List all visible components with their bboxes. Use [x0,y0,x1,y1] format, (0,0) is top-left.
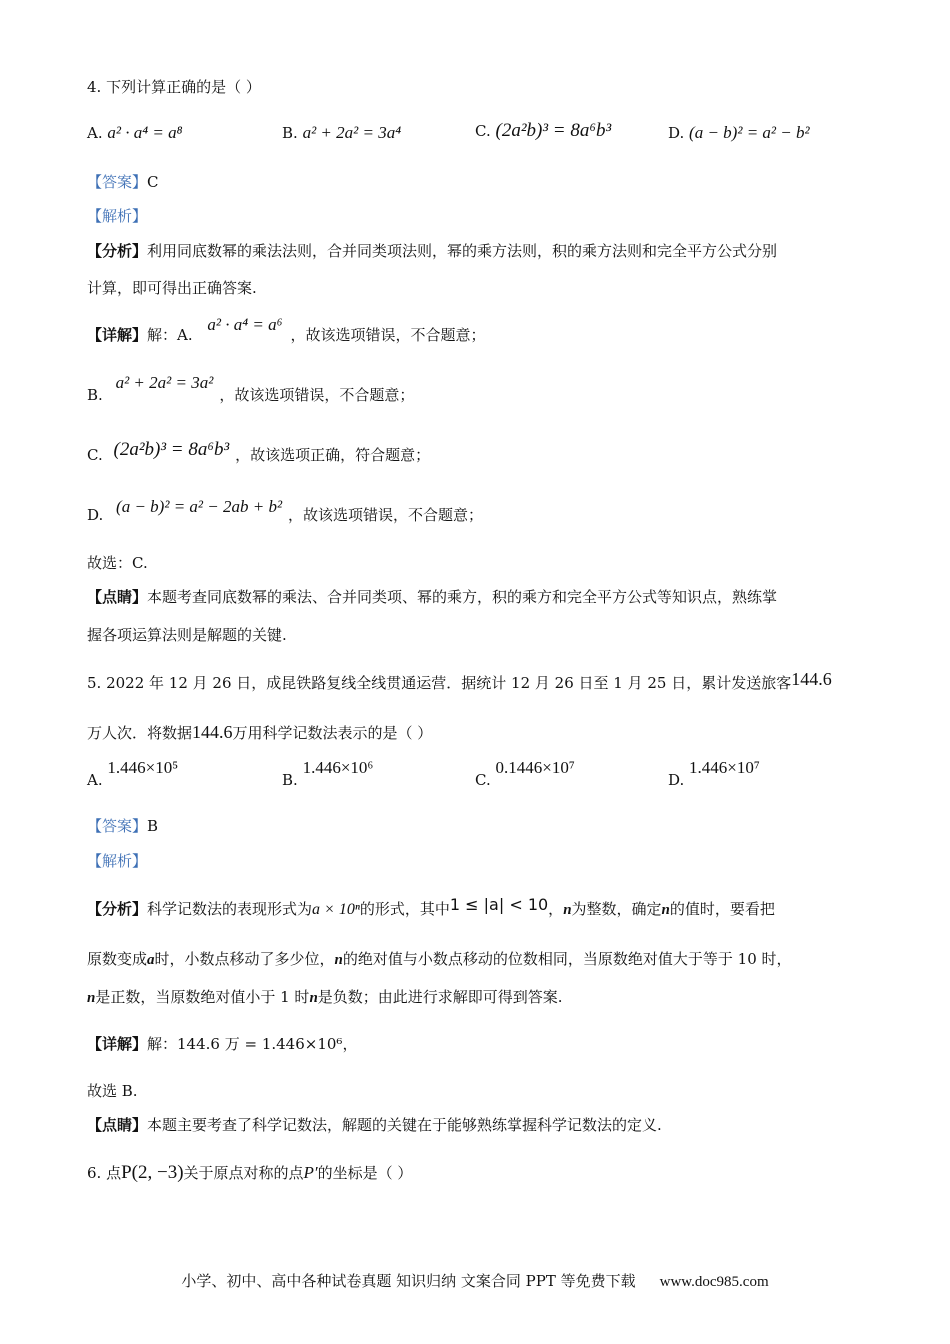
fenxi-t4: 为整数，确定 [571,900,662,918]
q4-option-c-expr: (2a²b)³ = 8a⁶b³ [495,120,612,141]
q4-option-a-label: A. [87,124,103,142]
xiangjie-b-label: B. [87,386,103,404]
fenxi-ineq: 1 ≤ |a| < 10 [449,895,549,914]
q4-dianjing-line2: 握各项运算法则是解题的关键. [87,626,287,644]
q6-point2: P′ [303,1163,318,1182]
q4-option-a [87,123,183,143]
fenxi-a: a [147,952,155,968]
q5-option-a-label: A. [87,771,103,789]
xiangjie-b-verdict: ，故该选项错误，不合题意； [219,386,415,404]
q5-option-c-label: C. [475,771,491,789]
q4-fenxi-line2: 计算，即可得出正确答案. [87,279,257,297]
fenxi-t9: 是正数，当原数绝对值小于 1 时 [95,988,310,1006]
dianjing-text: 本题主要考查了科学记数法，解题的关键在于能够熟练掌握科学记数法的定义. [147,1116,662,1134]
footer-url[interactable]: www.doc985.com [659,1274,769,1290]
q5-option-b-label: B. [282,771,298,789]
xiangjie-d-verdict: ，故该选项错误，不合题意； [288,506,484,524]
q4-option-c [475,120,611,142]
xiangjie-c-expr: (2a²b)³ = 8a⁶b³ [113,439,230,460]
xiangjie-d-expr: (a − b)² = a² − 2ab + b² [116,497,283,516]
q4-option-a-expr: a² · a⁴ = a⁸ [107,123,183,142]
q5-stem-line1 [87,669,832,693]
q5-stem-num2: 144.6 [192,722,233,742]
fenxi-n5: n [309,990,318,1006]
q6-point: P(2, −3) [121,1162,184,1183]
fenxi-t3: ， [548,900,564,918]
fenxi-t6: 原数变成 [87,950,148,968]
q4-fenxi-line1 [87,241,777,261]
q4-option-d-label: D. [668,124,685,142]
q5-stem-text2: 万人次．将数据 [87,724,193,742]
xiangjie-a-verdict: ，故该选项错误，不合题意； [290,326,486,344]
fenxi-text: 利用同底数幂的乘法法则，合并同类项法则，幂的乘方法则，积的乘方法则和完全平方公式分别 [147,242,778,260]
q5-conclusion: 故选 B. [87,1082,138,1100]
q4-answer [87,172,159,192]
q4-conclusion: 故选：C. [87,554,148,572]
answer-value: B [147,817,159,835]
q5-option-d-expr: 1.446×10⁷ [689,758,760,777]
q5-jiexi-tag: 【解析】 [87,852,148,870]
fenxi-t7: 时，小数点移动了多少位， [154,950,335,968]
fenxi-n4: n [87,990,96,1006]
q6-t1: 6. 点 [87,1164,122,1182]
q4-xiangjie-c [87,439,431,465]
xiangjie-text: 解：144.6 万 = 1.446×10⁶， [147,1035,358,1053]
q4-jiexi-tag: 【解析】 [87,207,148,225]
footer-text: 小学、初中、高中各种试卷真题 知识归纳 文案合同 PPT 等免费下载 [181,1272,636,1290]
q5-option-d [668,758,760,789]
q4-option-b-label: B. [282,124,298,142]
xiangjie-c-verdict: ，故该选项正确，符合题意； [235,446,431,464]
q4-option-c-label: C. [475,122,491,140]
q5-option-c [475,758,575,789]
xiangjie-a-expr: a² · a⁴ = a⁶ [207,315,283,334]
fenxi-t5: 的值时，要看把 [669,900,775,918]
answer-tag: 【答案】 [87,817,148,835]
q4-xiangjie-a [87,315,486,345]
fenxi-n3: n [334,952,343,968]
xiangjie-b-expr: a² + 2a² = 3a² [115,373,214,392]
answer-tag: 【答案】 [87,173,148,191]
fenxi-t10: 是负数；由此进行求解即可得到答案. [317,988,563,1006]
answer-value: C [147,173,159,191]
q6-t2: 关于原点对称的点 [183,1164,304,1182]
q6-stem [87,1163,412,1183]
dianjing-tag: 【点睛】 [87,1116,148,1134]
dianjing-text: 本题考查同底数幂的乘法、合并同类项、幂的乘方，积的乘方和完全平方公式等知识点，熟练掌 [147,588,778,606]
fenxi-expr: a × 10ⁿ [312,901,360,918]
q5-xiangjie [87,1034,357,1054]
q5-option-d-label: D. [668,771,685,789]
xiangjie-prefix: 解：A. [147,326,193,344]
xiangjie-d-label: D. [87,506,104,524]
q4-option-b [282,123,401,143]
q5-fenxi-line2 [87,949,792,970]
fenxi-t1: 科学记数法的表现形式为 [147,900,313,918]
q5-fenxi-line3 [87,987,563,1008]
q4-option-d-expr: (a − b)² = a² − b² [689,123,810,142]
q4-xiangjie-b [87,373,415,405]
fenxi-tag: 【分析】 [87,900,148,918]
fenxi-n2: n [661,902,670,918]
q5-option-b [282,758,374,789]
q5-dianjing [87,1115,662,1135]
q4-xiangjie-d [87,497,484,525]
q5-stem-text: 5. 2022 年 12 月 26 日，成昆铁路复线全线贯通运营．据统计 12 月 26 日至 1 月 25 日，累计发送旅客 [87,674,792,692]
q5-stem-num: 144.6 [791,669,832,689]
page-footer [0,1270,950,1291]
q4-stem: 4. 下列计算正确的是（ ） [87,78,261,96]
q5-stem-text3: 万用科学记数法表示的是（ ） [232,724,433,742]
xiangjie-tag: 【详解】 [87,326,148,344]
q5-option-c-expr: 0.1446×10⁷ [495,758,575,777]
q6-t3: 的坐标是（ ） [317,1164,413,1182]
dianjing-tag: 【点睛】 [87,588,148,606]
q5-option-a [87,758,179,789]
fenxi-t8: 的绝对值与小数点移动的位数相同，当原数绝对值大于等于 10 时， [342,950,792,968]
q5-stem-line2 [87,722,432,743]
q5-fenxi-line1 [87,895,775,920]
q4-option-d [668,123,810,143]
q5-option-b-expr: 1.446×10⁶ [302,758,374,777]
q4-option-b-expr: a² + 2a² = 3a⁴ [302,123,402,142]
xiangjie-c-label: C. [87,446,103,464]
q4-dianjing-line1 [87,587,777,607]
fenxi-tag: 【分析】 [87,242,148,260]
q5-option-a-expr: 1.446×10⁵ [107,758,179,777]
q5-answer [87,816,158,836]
fenxi-n1: n [563,902,572,918]
xiangjie-tag: 【详解】 [87,1035,148,1053]
fenxi-t2: 的形式，其中 [359,900,450,918]
